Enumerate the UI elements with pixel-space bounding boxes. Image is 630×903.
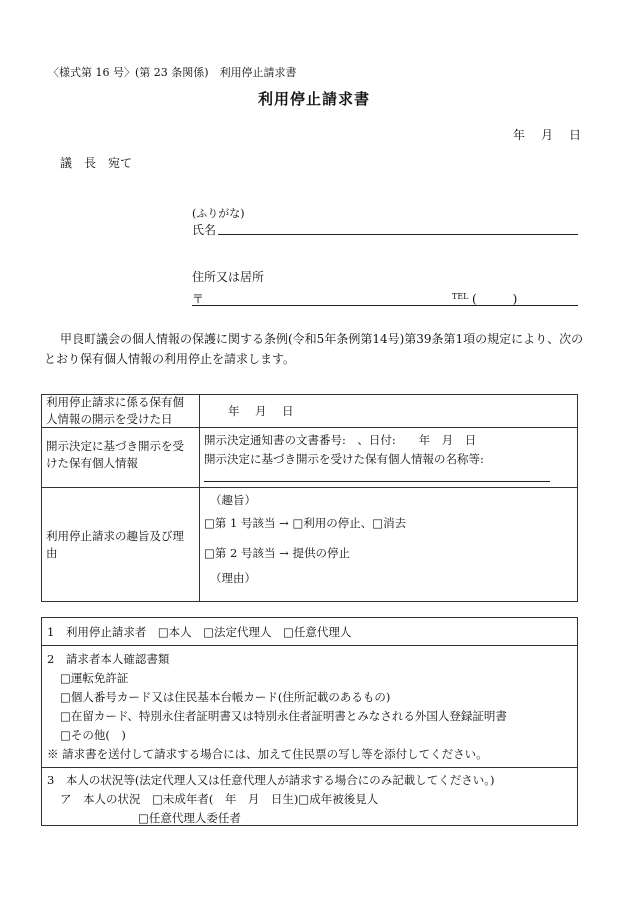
table-row-border	[41, 767, 578, 768]
id-doc-residence-card[interactable]: □在留カード、特別永住者証明書又は特別永住者証明書とみなされる外国人登録証明書	[60, 709, 507, 723]
row1-label-line1: 利用停止請求に係る保有個	[46, 395, 184, 409]
intro-line-2: とおり保有個人情報の利用停止を請求します。	[44, 352, 296, 366]
principal-status-line1[interactable]: ア 本人の状況 □未成年者( 年 月 日生)□成年被後見人	[60, 792, 379, 806]
row1-label	[46, 394, 184, 428]
purpose-heading: （趣旨）	[210, 493, 256, 507]
row2-label-line2: けた保有個人情報	[46, 456, 138, 470]
reason-heading: （理由）	[210, 571, 256, 585]
tel-label: TEL	[452, 292, 469, 301]
row3-label-line1: 利用停止請求の趣旨及び理	[46, 529, 184, 543]
address-field[interactable]	[192, 305, 578, 306]
notice-number-date[interactable]: 開示決定通知書の文書番号: 、日付: 年 月 日	[204, 433, 477, 447]
name-label: 氏名	[192, 223, 217, 237]
id-doc-other[interactable]: □その他( )	[60, 728, 126, 742]
requester-type[interactable]: 1 利用停止請求者 □本人 □法定代理人 □任意代理人	[47, 625, 352, 639]
disclosure-date-field[interactable]: 年 月 日	[228, 404, 296, 418]
clause2-option[interactable]: □第 2 号該当 → 提供の停止	[204, 546, 350, 560]
principal-status-line2[interactable]: □任意代理人委任者	[138, 811, 241, 825]
id-doc-mynumber[interactable]: □個人番号カード又は住民基本台帳カード(住所記載のあるもの)	[60, 690, 391, 704]
postal-mark: 〒	[192, 292, 205, 306]
form-reference: 〈様式第 16 号〉(第 23 条関係) 利用停止請求書	[48, 66, 297, 79]
table-row-border	[41, 645, 578, 646]
furigana-label: (ふりがな)	[192, 207, 245, 220]
tel-paren: ( )	[472, 292, 518, 306]
row2-label-line1: 開示決定に基づき開示を受	[46, 439, 184, 453]
disclosed-info-name-label: 開示決定に基づき開示を受けた保有個人情報の名称等:	[204, 452, 484, 466]
mailing-note: ※ 請求書を送付して請求する場合には、加えて住民票の写し等を添付してください。	[47, 747, 488, 761]
row2-label	[46, 438, 184, 472]
table-row-border	[41, 487, 578, 488]
row1-label-line2: 人情報の開示を受けた日	[46, 412, 173, 426]
addressee: 議 長 宛て	[60, 156, 133, 170]
page-title: 利用停止請求書	[258, 90, 371, 108]
date-line: 年 月 日	[513, 128, 584, 142]
address-label: 住所又は居所	[192, 270, 265, 284]
intro-line-1: 甲良町議会の個人情報の保護に関する条例(令和5年条例第14号)第39条第1項の規定により、次の	[60, 332, 584, 346]
name-field[interactable]	[218, 234, 578, 235]
disclosed-info-name-field[interactable]	[204, 481, 550, 482]
clause1-option[interactable]: □第 1 号該当 → □利用の停止、□消去	[204, 516, 407, 530]
table-divider	[199, 394, 200, 602]
row3-label-line2: 由	[46, 546, 58, 560]
row3-label	[46, 528, 184, 562]
principal-status-heading: 3 本人の状況等(法定代理人又は任意代理人が請求する場合にのみ記載してください。)	[47, 773, 495, 787]
id-docs-heading: 2 請求者本人確認書類	[47, 652, 170, 666]
id-doc-license[interactable]: □運転免許証	[60, 671, 129, 685]
